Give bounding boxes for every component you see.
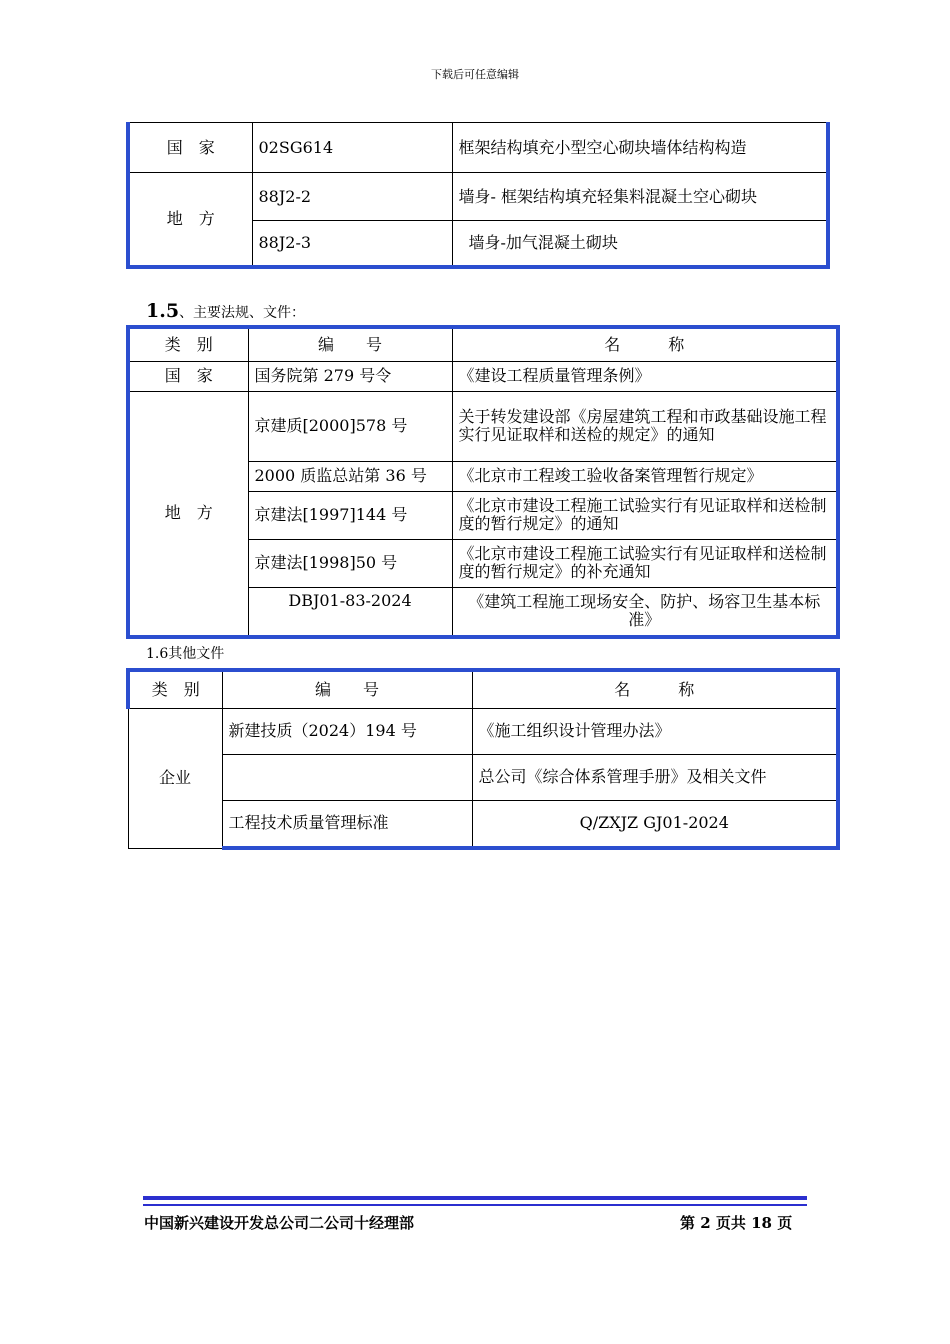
- name-cell: 墙身- 框架结构填充轻集料混凝土空心砌块: [452, 173, 828, 221]
- code-cell: 京建法[1997]144 号: [248, 491, 452, 539]
- code-cell: 工程技术质量管理标准: [222, 800, 472, 848]
- name-cell: 总公司《综合体系管理手册》及相关文件: [472, 754, 838, 800]
- name-cell: 《北京市建设工程施工试验实行有见证取样和送检制度的暂行规定》的补充通知: [452, 539, 838, 587]
- header-code: 编 号: [248, 327, 452, 361]
- name-cell: 墙身-加气混凝土砌块: [452, 221, 828, 267]
- category-cell: 企业: [128, 708, 222, 848]
- section-title: 、主要法规、文件：: [179, 305, 306, 321]
- code-cell: 京建质[2000]578 号: [248, 391, 452, 461]
- section-heading: [146, 300, 305, 322]
- name-cell: Q/ZXJZ GJ01-2024: [472, 800, 838, 848]
- code-cell: 新建技质（2024）194 号: [222, 708, 472, 754]
- name-cell: 《北京市建设工程施工试验实行有见证取样和送检制度的暂行规定》的通知: [452, 491, 838, 539]
- footer-company: 中国新兴建设开发总公司二公司十经理部: [144, 1214, 415, 1232]
- other-documents-table: [126, 668, 840, 850]
- code-cell: 京建法[1998]50 号: [248, 539, 452, 587]
- code-cell: 88J2-3: [252, 221, 452, 267]
- name-cell: 《建筑工程施工现场安全、防护、场容卫生基本标准》: [452, 587, 838, 637]
- section-number: 1.5: [146, 300, 180, 322]
- code-cell: DBJ01-83-2024: [248, 587, 452, 637]
- code-cell: 国务院第 279 号令: [248, 361, 452, 391]
- name-cell: 《北京市工程竣工验收备案管理暂行规定》: [452, 461, 838, 491]
- footer-page-number: 第 2 页共 18 页: [680, 1214, 793, 1232]
- category-cell: 国 家: [128, 361, 248, 391]
- category-cell: 地 方: [128, 391, 248, 637]
- header-category: 类 别: [128, 327, 248, 361]
- code-cell: 2000 质监总站第 36 号: [248, 461, 452, 491]
- code-cell: 88J2-2: [252, 173, 452, 221]
- category-cell: 国 家: [128, 123, 252, 173]
- footer-rule-thick: [143, 1196, 807, 1200]
- header-name: 名 称: [472, 670, 838, 708]
- header-name: 名 称: [452, 327, 838, 361]
- name-cell: 《建设工程质量管理条例》: [452, 361, 838, 391]
- name-cell: 框架结构填充小型空心砌块墙体结构构造: [452, 123, 828, 173]
- header-category: 类 别: [128, 670, 222, 708]
- name-cell: 《施工组织设计管理办法》: [472, 708, 838, 754]
- code-cell: 02SG614: [252, 123, 452, 173]
- footer-rule-thin: [143, 1204, 807, 1206]
- header-note: 下载后可任意编辑: [431, 68, 519, 81]
- standards-table: [126, 122, 830, 269]
- code-cell: [222, 754, 472, 800]
- regulations-table: [126, 325, 840, 639]
- category-cell: 地 方: [128, 173, 252, 267]
- section-heading-other: 1.6其他文件: [146, 646, 225, 662]
- name-cell: 关于转发建设部《房屋建筑工程和市政基础设施工程实行见证取样和送检的规定》的通知: [452, 391, 838, 461]
- header-code: 编 号: [222, 670, 472, 708]
